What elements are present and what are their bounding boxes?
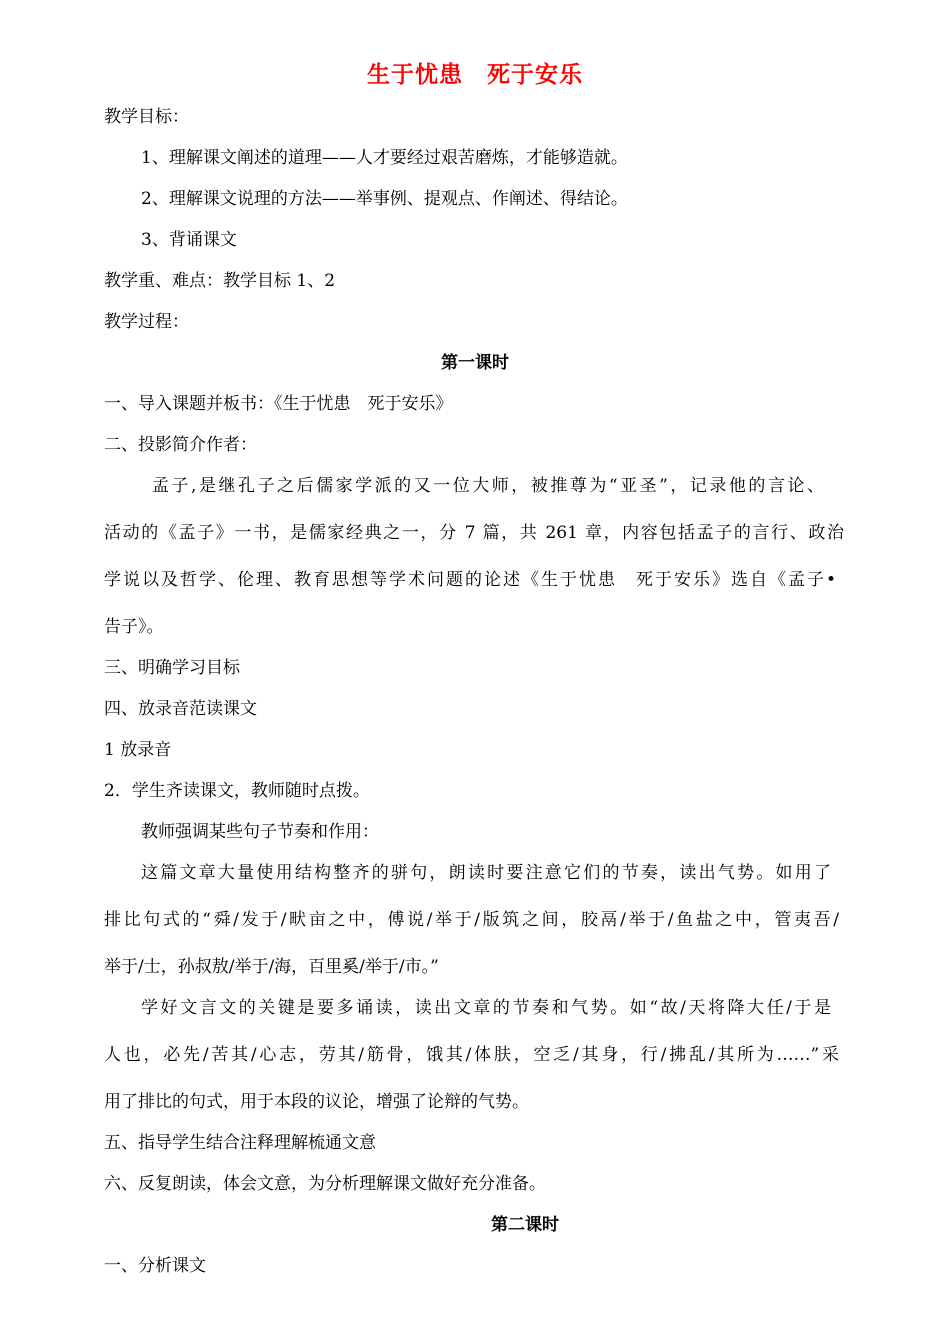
lesson1-substep: 2．学生齐读课文，教师随时点拨。 [104,781,370,801]
lesson1-substep: 1 放录音 [104,740,172,760]
rhythm-paragraph-line: 排比句式的“舜/发于/畎亩之中，傅说/举于/版筑之间，胶鬲/举于/鱼盐之中，管夷吾/ [104,910,839,930]
author-intro-line: 孟子,是继孔子之后儒家学派的又一位大师，被推尊为“亚圣”，记录他的言论、 [152,476,824,496]
recitation-paragraph-line: 学好文言文的关键是要多诵读，读出文章的节奏和气势。如“故/天将降大任/于是 [141,998,831,1018]
rhythm-paragraph-line: 举于/士，孙叔敖/举于/海，百里奚/举于/市。” [104,957,439,977]
rhythm-paragraph-line: 这篇文章大量使用结构整齐的骈句，朗读时要注意它们的节奏，读出气势。如用了 [141,863,831,883]
lesson1-step: 六、反复朗读，体会文意，为分析理解课文做好充分准备。 [104,1174,546,1194]
objective-item: 3、背诵课文 [141,230,237,250]
key-points: 教学重、难点：教学目标 1、2 [104,271,336,291]
recitation-paragraph-line: 用了排比的句式，用于本段的议论，增强了论辩的气势。 [104,1092,529,1112]
lesson1-step: 三、明确学习目标 [104,658,240,678]
lesson2-heading: 第二课时 [491,1215,559,1235]
author-intro-line: 活动的《孟子》一书，是儒家经典之一，分 7 篇，共 261 章，内容包括孟子的言行、政治 [104,523,844,543]
lesson1-step: 二、投影简介作者： [104,435,257,455]
objective-item: 1、理解课文阐述的道理——人才要经过艰苦磨炼，才能够造就。 [141,148,628,168]
recitation-paragraph-line: 人也，必先/苦其/心志，劳其/筋骨，饿其/体肤，空乏/其身，行/拂乱/其所为……”采 [104,1045,839,1065]
lesson1-step: 五、指导学生结合注释理解梳通文意 [104,1133,376,1153]
emphasis-note: 教师强调某些句子节奏和作用： [141,822,379,842]
lesson1-step: 四、放录音范读课文 [104,699,257,719]
lesson1-step: 一、导入课题并板书：《生于忧患 死于安乐》 [104,394,453,414]
process-heading: 教学过程： [104,312,189,332]
author-intro-line: 告子》。 [104,617,164,637]
objectives-heading: 教学目标： [104,107,189,127]
page-title: 生于忧患 死于安乐 [367,62,583,88]
author-intro-line: 学说以及哲学、伦理、教育思想等学术问题的论述《生于忧患 死于安乐》选自《孟子• [104,570,836,590]
lesson1-heading: 第一课时 [441,353,509,373]
objective-item: 2、理解课文说理的方法——举事例、提观点、作阐述、得结论。 [141,189,628,209]
lesson2-step: 一、分析课文 [104,1256,206,1276]
